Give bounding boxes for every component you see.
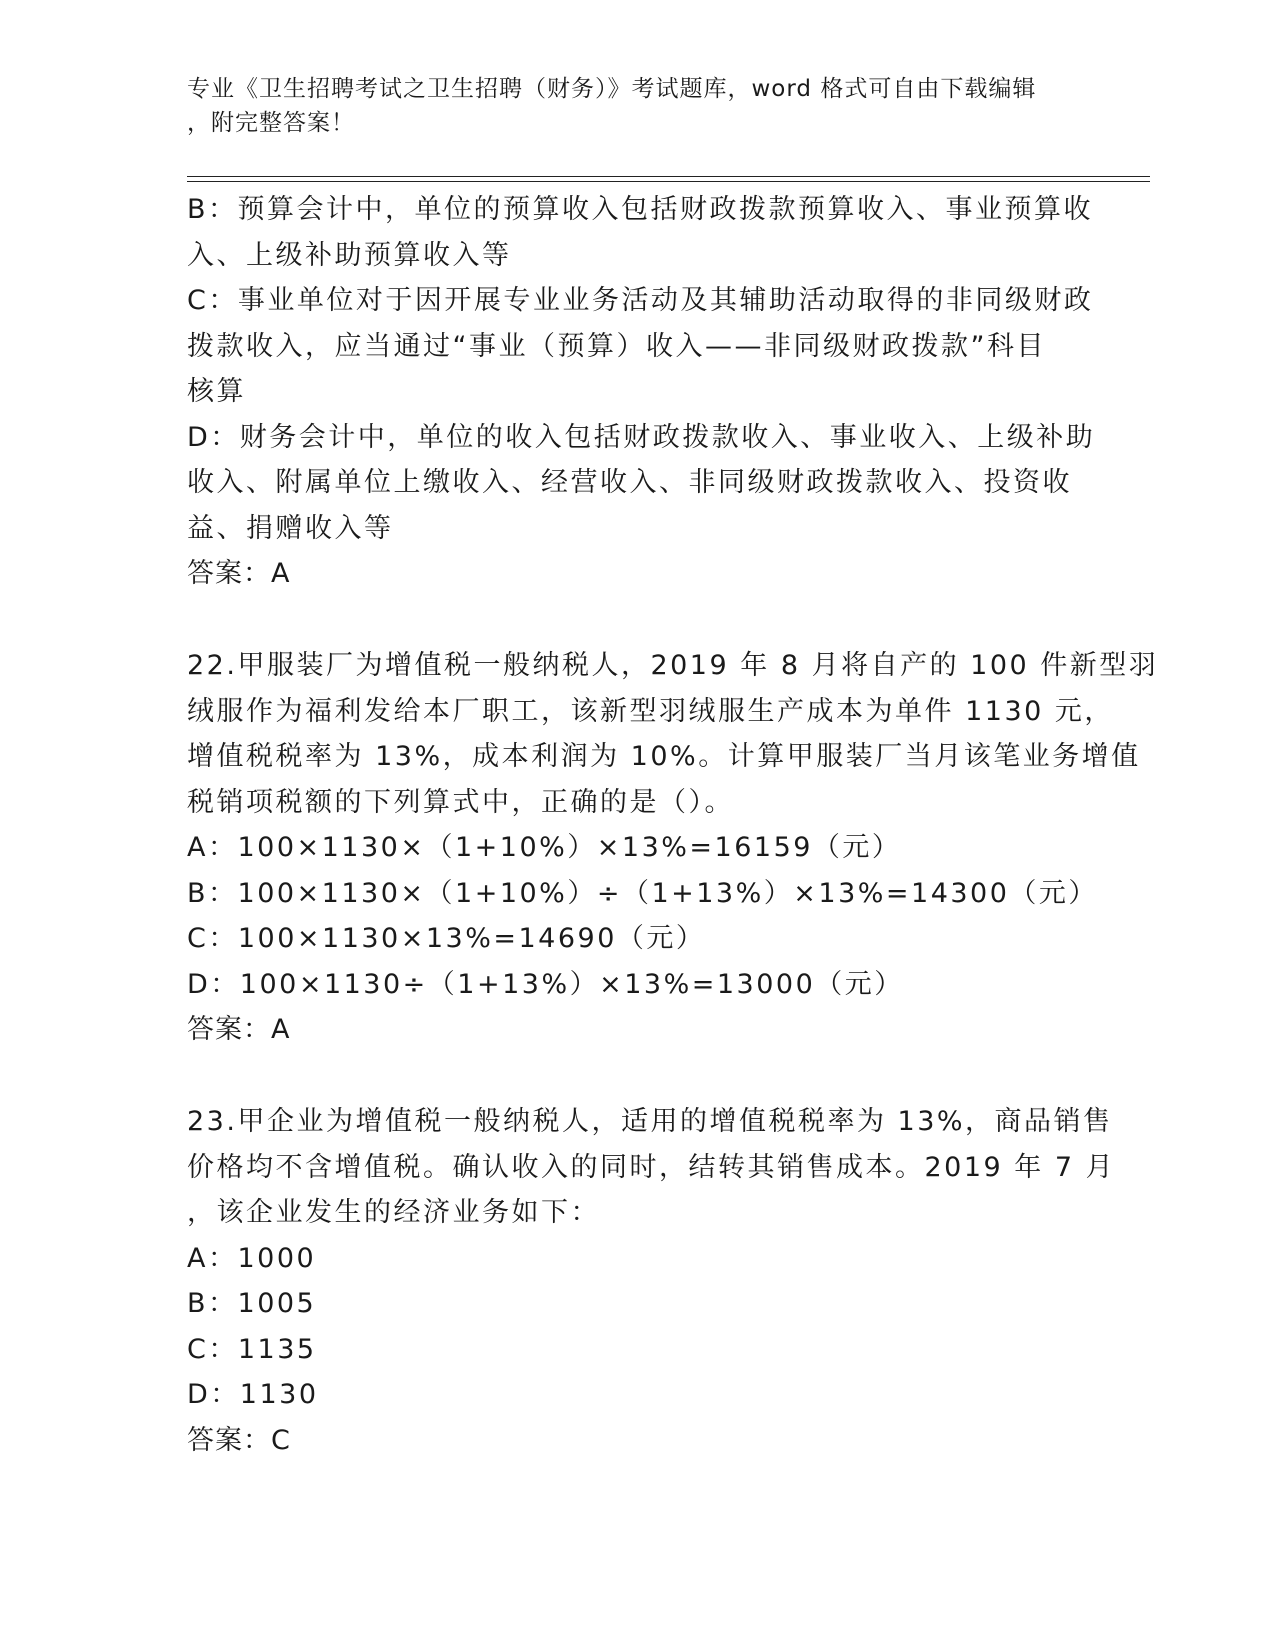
question-stem-line: 价格均不含增值税。确认收入的同时，结转其销售成本。2019 年 7 月 xyxy=(187,1151,1116,1183)
question-23 xyxy=(187,1099,1116,1463)
option-b: B：1005 xyxy=(187,1288,317,1319)
question-stem-line: 绒服作为福利发给本厂职工，该新型羽绒服生产成本为单件 1130 元， xyxy=(187,695,1114,727)
question-stem-line: 增值税税率为 13%，成本利润为 10%。计算甲服装厂当月该笔业务增值 xyxy=(187,741,1141,772)
option-d-line: 益、捐赠收入等 xyxy=(187,512,394,544)
document-header xyxy=(187,72,1067,140)
option-a: A：1000 xyxy=(187,1242,317,1274)
answer-label: 答案：A xyxy=(187,1014,291,1045)
option-b: B：100×1130×（1+10%）÷（1+13%）×13%=14300（元） xyxy=(187,877,1098,909)
answer-label: 答案：C xyxy=(187,1424,291,1456)
header-divider-top xyxy=(187,176,1150,177)
header-line-2: ，附完整答案！ xyxy=(187,110,355,136)
option-d: D：1130 xyxy=(187,1379,319,1410)
question-stem-line: ，该企业发生的经济业务如下： xyxy=(187,1197,600,1228)
header-divider-bottom xyxy=(187,181,1150,182)
option-c: C：1135 xyxy=(187,1333,317,1365)
option-a: A：100×1130×（1+10%）×13%=16159（元） xyxy=(187,832,902,863)
question-21-continuation xyxy=(187,187,1096,597)
option-d: D：100×1130÷（1+13%）×13%=13000（元） xyxy=(187,968,904,1000)
option-c: C：100×1130×13%=14690（元） xyxy=(187,923,706,954)
question-stem-line: 22.甲服装厂为增值税一般纳税人，2019 年 8 月将自产的 100 件新型羽 xyxy=(187,650,1159,681)
option-b-line: B：预算会计中，单位的预算收入包括财政拨款预算收入、事业预算收 xyxy=(187,194,1094,225)
header-line-1: 专业《卫生招聘考试之卫生招聘（财务）》考试题库，word 格式可自由下载编辑 xyxy=(187,76,1037,102)
option-c-line: 拨款收入，应当通过“事业（预算）收入——非同级财政拨款”科目 xyxy=(187,330,1046,362)
question-22 xyxy=(187,643,1159,1053)
question-stem-line: 23.甲企业为增值税一般纳税人，适用的增值税税率为 13%，商品销售 xyxy=(187,1106,1113,1137)
option-b-line: 入、上级补助预算收入等 xyxy=(187,239,512,271)
option-d-line: D：财务会计中，单位的收入包括财政拨款收入、事业收入、上级补助 xyxy=(187,421,1096,453)
answer-label: 答案：A xyxy=(187,558,291,589)
option-c-line: C：事业单位对于因开展专业业务活动及其辅助活动取得的非同级财政 xyxy=(187,285,1094,316)
question-stem-line: 税销项税额的下列算式中，正确的是（）。 xyxy=(187,786,734,818)
option-c-line: 核算 xyxy=(187,376,246,407)
option-d-line: 收入、附属单位上缴收入、经营收入、非同级财政拨款收入、投资收 xyxy=(187,467,1072,498)
